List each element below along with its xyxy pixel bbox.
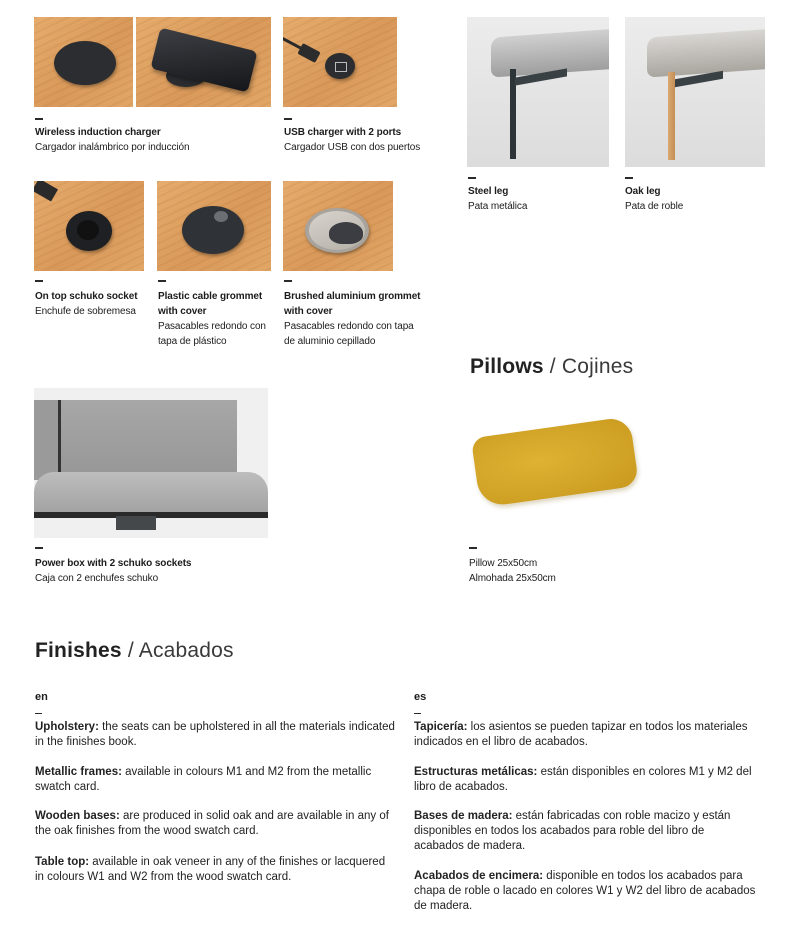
- phone: [150, 28, 257, 93]
- plug: [34, 181, 58, 202]
- caption-title: Pillow 25x50cm: [469, 558, 538, 569]
- wireless-charger-caption: [35, 125, 275, 155]
- oak-leg: [668, 72, 675, 160]
- finish-label: Upholstery:: [35, 721, 99, 733]
- usb-disc: [325, 53, 355, 79]
- finish-en-metallic: [35, 765, 395, 795]
- finish-es-estructuras: [414, 765, 759, 795]
- plastic-grommet-photo: [157, 181, 271, 271]
- caption-subtitle: Pata de roble: [625, 201, 684, 212]
- finish-text: available in oak veneer in any of the finishes or lacquered in colours W1 and W2 from the wood swatch card.: [35, 856, 386, 883]
- caption-title: Steel leg: [468, 186, 509, 197]
- caption-dash: [284, 118, 292, 120]
- grommet-disc: [182, 206, 244, 254]
- finish-label: Estructuras metálicas:: [414, 766, 538, 778]
- finish-text: disponible en todos los acabados para chapa de roble o lacado en colores W1 y W2 del libro de acabados de madera.: [414, 870, 756, 912]
- finish-text: the seats can be upholstered in all the materials indicated in the finishes book.: [35, 721, 395, 748]
- finish-label: Bases de madera:: [414, 810, 513, 822]
- caption-subtitle: Cargador inalámbrico por inducción: [35, 142, 190, 153]
- caption-subtitle: Caja con 2 enchufes schuko: [35, 573, 159, 584]
- caption-dash: [35, 280, 43, 282]
- lang-es-label: es: [414, 691, 427, 703]
- lang-dash: [414, 713, 421, 714]
- sofa-backrest: [58, 400, 237, 482]
- caption-dash: [284, 280, 292, 282]
- socket-disc: [66, 211, 112, 251]
- steel-leg-photo: [467, 17, 609, 167]
- caption-dash: [35, 118, 43, 120]
- wireless-charger-photo: [34, 17, 133, 107]
- finish-text: available in colours M1 and M2 from the metallic swatch card.: [35, 766, 372, 793]
- finish-label: Tapicería:: [414, 721, 468, 733]
- power-box-caption: [35, 556, 275, 586]
- power-box: [116, 516, 156, 530]
- caption-subtitle: Pasacables redondo con tapa de aluminio cepillado: [284, 321, 414, 347]
- lang-dash: [35, 713, 42, 714]
- finishes-heading: [35, 639, 234, 663]
- finish-en-wooden: [35, 809, 395, 839]
- caption-subtitle: Cargador USB con dos puertos: [284, 142, 421, 153]
- pillow-photo: [465, 405, 645, 525]
- caption-dash: [625, 177, 633, 179]
- finish-es-bases: [414, 809, 754, 854]
- finish-label: Table top:: [35, 856, 90, 868]
- finish-es-encimera: [414, 869, 759, 914]
- pillow: [471, 416, 639, 508]
- finish-es-tapiceria: [414, 720, 759, 750]
- seat-cushion: [491, 28, 609, 77]
- heading-en: Pillows: [470, 355, 544, 378]
- finish-text: los asientos se pueden tapizar en todos los materiales indicados en el libro de acabados.: [414, 721, 748, 748]
- usb-charger-caption: [284, 125, 454, 155]
- caption-subtitle: Enchufe de sobremesa: [35, 306, 136, 317]
- finish-text: están fabricadas con roble macizo y están disponibles en todos los acabados para roble del libro de acabados de madera.: [414, 810, 731, 852]
- caption-subtitle: Pasacables redondo con tapa de plástico: [158, 321, 266, 347]
- finish-text: están disponibles en colores M1 y M2 del libro de acabados.: [414, 766, 752, 793]
- power-box-photo: [34, 388, 268, 538]
- aluminium-grommet-caption: [284, 289, 424, 349]
- oak-leg-photo: [625, 17, 765, 167]
- usb-charger-photo: [283, 17, 397, 107]
- finish-label: Acabados de encimera:: [414, 870, 544, 882]
- aluminium-grommet-photo: [283, 181, 393, 271]
- caption-title: Wireless induction charger: [35, 127, 161, 138]
- finish-label: Wooden bases:: [35, 810, 120, 822]
- finish-en-upholstery: [35, 720, 395, 750]
- caption-title: Brushed aluminium grommet with cover: [284, 291, 421, 317]
- schuko-socket-caption: [35, 289, 155, 319]
- usb-plug: [297, 43, 320, 63]
- sofa-seat: [34, 472, 268, 512]
- heading-es: Cojines: [561, 355, 634, 378]
- caption-title: Power box with 2 schuko sockets: [35, 558, 192, 569]
- finish-en-tabletop: [35, 855, 395, 885]
- plastic-grommet-caption: [158, 289, 268, 349]
- caption-title: On top schuko socket: [35, 291, 138, 302]
- heading-separator: /: [543, 355, 562, 378]
- caption-dash: [35, 547, 43, 549]
- charger-disc: [54, 41, 116, 85]
- sofa-backrest-left: [34, 400, 58, 480]
- seat-cushion: [647, 28, 765, 77]
- schuko-socket-photo: [34, 181, 144, 271]
- oak-leg-caption: [625, 184, 765, 214]
- caption-title: Plastic cable grommet with cover: [158, 291, 263, 317]
- finish-text: are produced in solid oak and are available in any of the oak finishes from the wood swatch card.: [35, 810, 389, 837]
- heading-separator: /: [121, 639, 139, 662]
- finish-label: Metallic frames:: [35, 766, 122, 778]
- caption-subtitle: Almohada 25x50cm: [469, 573, 556, 584]
- caption-dash: [469, 547, 477, 549]
- pillows-heading: [470, 355, 633, 379]
- heading-es: Acabados: [138, 639, 234, 662]
- caption-dash: [158, 280, 166, 282]
- grommet-ring: [305, 208, 369, 253]
- lang-en-label: en: [35, 691, 48, 703]
- pillow-caption: [469, 556, 669, 586]
- heading-en: Finishes: [35, 639, 122, 662]
- caption-dash: [468, 177, 476, 179]
- caption-title: Oak leg: [625, 186, 661, 197]
- steel-leg-caption: [468, 184, 608, 214]
- wireless-charger-phone-photo: [136, 17, 271, 107]
- caption-title: USB charger with 2 ports: [284, 127, 402, 138]
- caption-subtitle: Pata metálica: [468, 201, 528, 212]
